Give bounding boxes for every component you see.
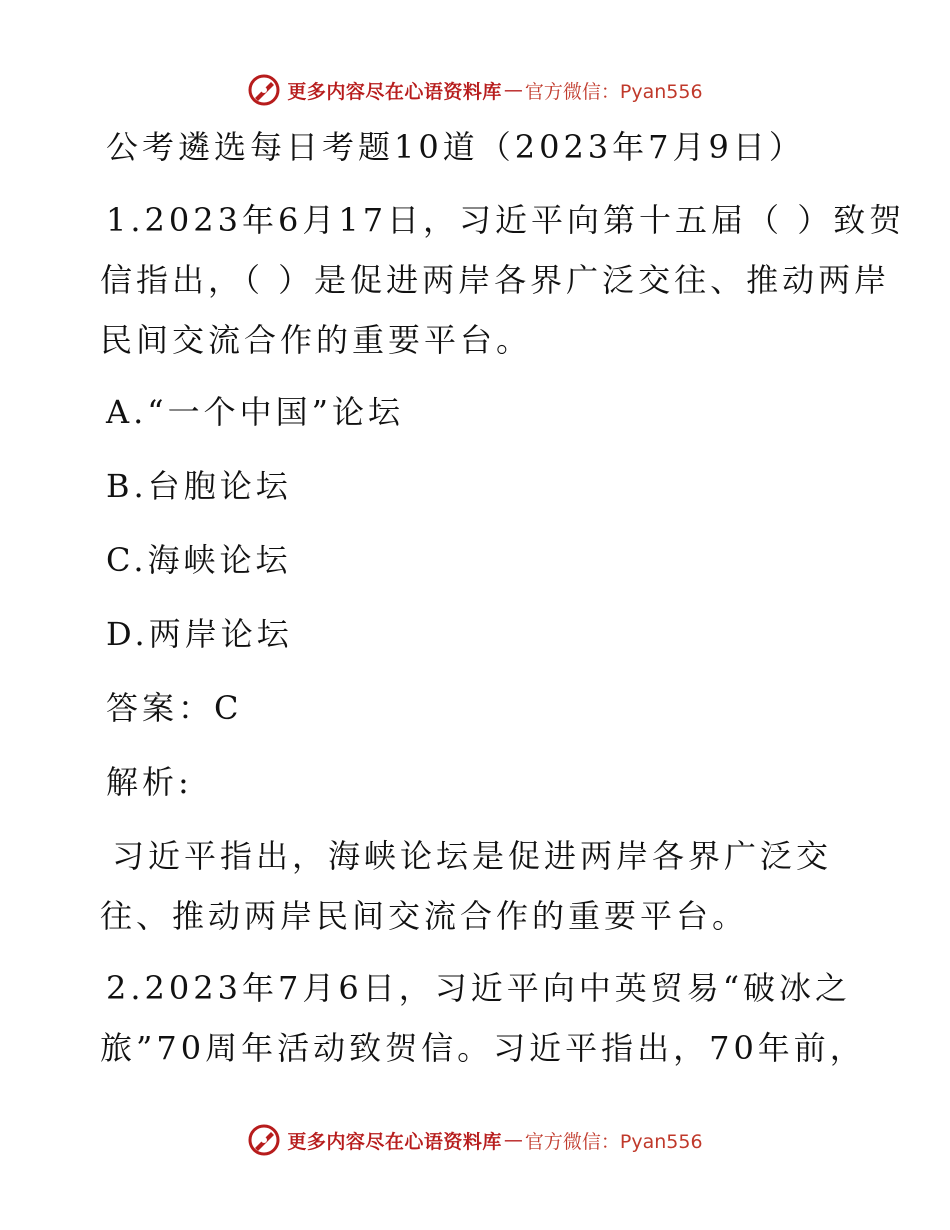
q1-option-d: D.两岸论坛 — [106, 615, 293, 653]
q1-option-c: C.海峡论坛 — [106, 541, 292, 579]
banner-wechat: 官方微信：Pyan556 — [524, 1130, 703, 1153]
document-title: 公考遴选每日考题10道（2023年7月9日） — [106, 128, 805, 166]
q1-analysis-line-1: 习近平指出，海峡论坛是促进两岸各界广泛交 — [112, 837, 833, 875]
q1-line-1: 1.2023年6月17日，习近平向第十五届（ ）致贺 — [106, 201, 906, 239]
q2-line-2: 旅”70周年活动致贺信。习近平指出，70年前， — [100, 1029, 866, 1067]
banner-text: 更多内容尽在心语资料库 — [287, 1130, 502, 1153]
banner-dash: — — [503, 1129, 523, 1151]
q1-option-a: A.“一个中国”论坛 — [106, 393, 405, 431]
footer-watermark-banner — [0, 1120, 950, 1160]
q1-analysis-label: 解析: — [106, 763, 193, 801]
banner-text: 更多内容尽在心语资料库 — [287, 80, 502, 103]
banner-dash: — — [503, 79, 523, 101]
q1-option-b: B.台胞论坛 — [106, 467, 292, 505]
q1-line-2: 信指出，（ ）是促进两岸各界广泛交往、推动两岸 — [100, 261, 891, 299]
q2-line-1: 2.2023年7月6日，习近平向中英贸易“破冰之 — [106, 969, 852, 1007]
q1-analysis-line-2: 往、推动两岸民间交流合作的重要平台。 — [100, 897, 749, 935]
q1-line-3: 民间交流合作的重要平台。 — [100, 321, 533, 359]
banner-wechat: 官方微信：Pyan556 — [524, 80, 703, 103]
pen-circle-logo-icon — [247, 1123, 281, 1157]
header-watermark-banner — [0, 70, 950, 110]
q1-answer: 答案：C — [106, 689, 243, 727]
pen-circle-logo-icon — [247, 73, 281, 107]
